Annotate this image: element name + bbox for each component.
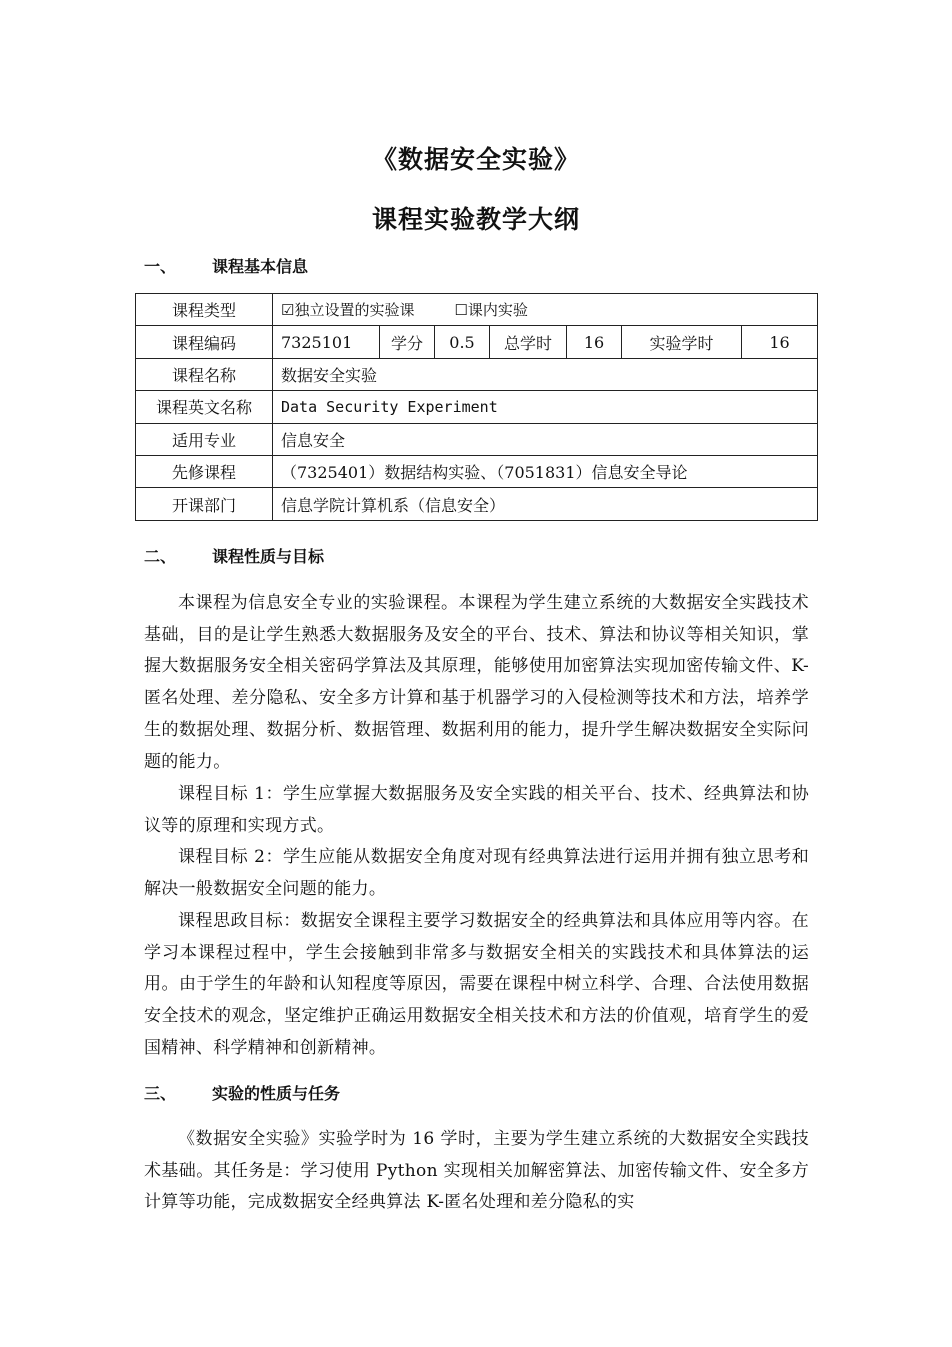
- table-row-course-name: [136, 358, 818, 390]
- section-heading-lab-tasks: [144, 1082, 340, 1106]
- document-title: 《数据安全实验》: [371, 145, 580, 174]
- section-title: 实验的性质与任务: [212, 1084, 341, 1103]
- paragraph-course-nature: 本课程为信息安全专业的实验课程。本课程为学生建立系统的大数据安全实践技术基础，目的是让学生熟悉大数据服务及安全的平台、技术、算法和协议等相关知识，掌握大数据服务安全相关密码学算法及其原理，能够使用加密算法实现加密传输文件、K-匿名处理、差分隐私、安全多方计算和基于机器学习的入侵检测等技术和方法，培养学生的数据处理、数据分析、数据管理、数据利用的能力，提升学生解决数据安全实际问题的能力。: [144, 593, 809, 772]
- course-code-label: 课程编码: [136, 326, 273, 358]
- major-value: 信息安全: [273, 423, 818, 455]
- in-course-lab-checkbox: ☐课内实验: [454, 301, 528, 320]
- table-row-english-name: [136, 391, 818, 423]
- section-heading-nature-goals: [144, 545, 324, 569]
- table-row-prerequisites: [136, 455, 818, 487]
- section-title: 课程基本信息: [212, 257, 309, 276]
- independent-lab-checkbox: ☑独立设置的实验课: [281, 301, 415, 320]
- table-row-course-code: [136, 326, 818, 358]
- department-value: 信息学院计算机系（信息安全）: [273, 488, 818, 520]
- english-name-value: Data Security Experiment: [273, 391, 818, 423]
- course-code-value: 7325101: [273, 326, 380, 358]
- prerequisites-label: 先修课程: [136, 455, 273, 487]
- table-row-major: [136, 423, 818, 455]
- course-name-value: 数据安全实验: [273, 358, 818, 390]
- total-hours-value: 16: [567, 326, 622, 358]
- course-type-value: [273, 294, 818, 326]
- table-row-department: [136, 488, 818, 520]
- credit-label: 学分: [380, 326, 435, 358]
- paragraph-goal-2: 课程目标 2：学生应能从数据安全角度对现有经典算法进行运用并拥有独立思考和解决一般数据安全问题的能力。: [144, 847, 809, 899]
- english-name-label: 课程英文名称: [136, 391, 273, 423]
- table-row-course-type: [136, 294, 818, 326]
- course-info-table: [135, 293, 818, 521]
- section-number: 一、: [144, 257, 177, 276]
- section-number: 三、: [144, 1084, 177, 1103]
- document-subtitle: 课程实验教学大纲: [371, 205, 580, 234]
- paragraph-goal-1: 课程目标 1：学生应掌握大数据服务及安全实践的相关平台、技术、经典算法和协议等的原理和实现方式。: [144, 784, 809, 836]
- major-label: 适用专业: [136, 423, 273, 455]
- course-name-label: 课程名称: [136, 358, 273, 390]
- credit-value: 0.5: [435, 326, 490, 358]
- paragraph-lab-tasks: 《数据安全实验》实验学时为 16 学时，主要为学生建立系统的大数据安全实践技术基础。其任务是：学习使用 Python 实现相关加解密算法、加密传输文件、安全多方计算等功能，完成数据安全经典算法 K-匿名处理和差分隐私的实: [144, 1129, 809, 1213]
- paragraph-ideological-goal: 课程思政目标：数据安全课程主要学习数据安全的经典算法和具体应用等内容。在学习本课程过程中，学生会接触到非常多与数据安全相关的实践技术和具体算法的运用。由于学生的年龄和认知程度等原因，需要在课程中树立科学、合理、合法使用数据安全技术的观念，坚定维护正确运用数据安全相关技术和方法的价值观，培育学生的爱国精神、科学精神和创新精神。: [144, 911, 809, 1058]
- prerequisites-value: （7325401）数据结构实验、（7051831）信息安全导论: [273, 455, 818, 487]
- section-title: 课程性质与目标: [212, 547, 325, 566]
- course-type-label: 课程类型: [136, 294, 273, 326]
- lab-hours-value: 16: [742, 326, 818, 358]
- department-label: 开课部门: [136, 488, 273, 520]
- total-hours-label: 总学时: [490, 326, 567, 358]
- lab-hours-label: 实验学时: [622, 326, 742, 358]
- section-number: 二、: [144, 547, 177, 566]
- section-heading-basic-info: [144, 255, 308, 279]
